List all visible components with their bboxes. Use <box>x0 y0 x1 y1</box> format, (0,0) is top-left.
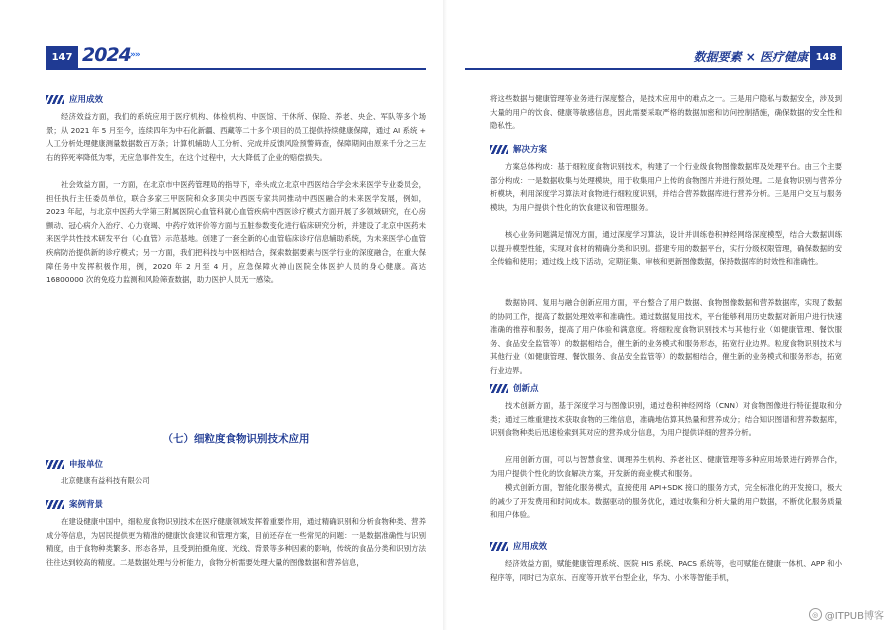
section-label-text: 应用成效 <box>513 542 548 552</box>
section-title: （七）细粒度食物识别技术应用 <box>162 433 310 445</box>
section-label-effect <box>46 93 103 105</box>
applicant-name: 北京健康有益科技有限公司 <box>61 476 150 485</box>
continuation-paragraph: 将这些数据与健康管理等业务进行深度整合，是技术应用中的难点之一。三是用户隐私与数据安全，涉及到大量的用户的饮食、健康等敏感信息，因此需要采取严格的数据加密和访问控制措施，确保数据的安全性和隐私性。 <box>490 94 842 131</box>
watermark-text: @ITPUB博客 <box>824 611 884 622</box>
section-label-applicant <box>46 458 103 470</box>
solution-paragraph-3: 数据协同、复用与融合创新应用方面，平台整合了用户数据、食物图像数据和营养数据库，实现了数据的协同工作，提高了数据处理效率和准确性。通过数据复用技术，平台能够利用历史数据对新用户进行快速准确的推荐和服务，提高了用户体验和满意度。将细粒度食物识别技术与其他行业（如健康管理、餐饮服务、食品安全监管等）的数据相结合，催生新的业务模式和服务形态，拓宽行业边界。粒度食物识别技术与其他行业（如健康管理、餐饮服务、食品安全监管等）的数据相结合，催生新的业务模式和服务形态，拓宽行业边界。 <box>490 298 842 375</box>
solution-paragraph-2: 核心业务问题满足情况方面，通过深度学习算法，设计并训练卷积神经网络深度模型，结合大数据训练以提升模型性能，实现对食材的精确分类和识别。搭建专用的数据平台，实行分级权限管理，确保数据的安全传输和使用；通过线上线下活动，定期征集、审核和更新图像数据，保持数据库的时效性和准确性。 <box>490 230 842 267</box>
stripe-icon <box>490 145 508 154</box>
stripe-icon <box>490 384 508 393</box>
effect-paragraph-1: 经济效益方面，我们的系统应用于医疗机构、体检机构、中医馆、干休所、保险、养老、央企、军队等多个场景；从 2021 年 5 月至今，连续四年为中石化新疆、西藏等二十多个项目的员工提供持续健康保障，通过 AI 系统 + 人工分析处理健康测量数据数百万条；计算机辅助人工分析、完成并反馈风险预警筛查，保障期间由原来千分之三左右的猝死率降低为零，无应急事件发生，在这个过程中，大大降低了企业的赔偿损失。 <box>46 112 426 162</box>
year-logo: 2024 <box>82 44 131 66</box>
effect-paragraph-2: 社会效益方面，一方面，在北京市中医药管理局的指导下，牵头成立北京中西医结合学会未来医学专业委员会，担任执行主任委员单位，联合多家三甲医院和众多顶尖中西医专家共同推动中西医融合的未来医学发展，例如，2023 年起，与北京中医药大学第三附属医院心血管科就心血管疾病中西医诊疗模式方面开展了多领域研究，在心房颤动、冠心病介入治疗、心力衰竭、中药疗效评价等方面与五脏参数变化进行临床研究分析，并建设了北京中医药未来医学共性技术研发平台（心血管）示范基地。创建了一套全新的心血管临床诊疗信息辅助系统，为未来医学心血管疾病防治提供新的诊疗模式；另一方面，我们把科技与中医相结合，探索数据要素与医学行业的深度融合，在重大保障任务中发挥积极作用，例，2020 年 2 月至 4 月，应急保障火神山医院全体医护人员的身心健康。高达 16800000 次的免疫力监测和风险筛查数据，助力医护人员无一感染。 <box>46 180 426 285</box>
header-banner: 数据要素 × 医疗健康 <box>693 50 808 64</box>
right-page <box>445 0 890 630</box>
section-label-text: 案例背景 <box>69 500 104 510</box>
watermark <box>809 607 884 622</box>
chevron-icon: »» <box>130 50 140 60</box>
section-label-text: 解决方案 <box>513 145 548 155</box>
watermark-logo-icon: ◎ <box>809 608 822 621</box>
section-label-innovation <box>490 382 539 394</box>
page-number-right: 148 <box>810 46 842 68</box>
innovation-paragraph-2: 应用创新方面，可以与智慧食堂、调理养生机构、养老社区、健康管理等多种应用场景进行跨界合作，为用户提供个性化的饮食解决方案，开发新的商业模式和服务。 <box>490 455 842 478</box>
innovation-paragraph-1: 技术创新方面，基于深度学习与图像识别，通过卷积神经网络（CNN）对食物图像进行特征提取和分类；通过三维重建技术获取食物的三维信息，准确地估算其热量和营养成分；结合知识图谱和营养数据库，识别食物种类后迅速检索到其对应的营养成分信息，为用户提供详细的营养分析。 <box>490 401 842 438</box>
innovation-paragraph-3: 模式创新方面，智能化服务模式，直接使用 API+SDK 接口的服务方式，完全标准化的开发接口，极大的减少了开发费用和时间成本。数据驱动的服务优化，通过收集和分析大量的用户数据，不断优化服务质量和用户体验。 <box>490 483 842 520</box>
stripe-icon <box>46 95 64 104</box>
solution-paragraph-1: 方案总体构成：基于细粒度食物识别技术，构建了一个行业级食物图像数据库及处理平台。由三个主要部分构成：一是数据收集与处理模块，用于收集用户上传的食物图片并进行预处理。二是食物识别与营养分析模块，利用深度学习算法对食物进行细粒度识别，并结合营养数据库进行营养分析。三是用户交互与服务模块，为用户提供个性化的饮食建议和管理服务。 <box>490 162 842 212</box>
section-label-text: 应用成效 <box>69 95 104 105</box>
section-label-background <box>46 498 103 510</box>
section-label-text: 创新点 <box>513 384 539 394</box>
effect-paragraph-right: 经济效益方面，赋能健康管理系统、医院 HIS 系统、PACS 系统等，也可赋能在健康一体机、APP 和小程序等，同时已为京东、百度等开放平台型企业，华为、小米等智能手机， <box>490 559 842 582</box>
stripe-icon <box>46 460 64 469</box>
page-number-left: 147 <box>46 46 78 68</box>
header-rule-right <box>465 68 842 70</box>
stripe-icon <box>490 542 508 551</box>
section-label-effect-right <box>490 540 547 552</box>
header-rule-left <box>46 68 426 70</box>
section-label-text: 申报单位 <box>69 460 104 470</box>
section-label-solution <box>490 143 547 155</box>
stripe-icon <box>46 500 64 509</box>
background-paragraph: 在建设健康中国中，细粒度食物识别技术在医疗健康领域发挥着重要作用，通过精确识别和分析食物种类、营养成分等信息，为居民提供更为精准的健康饮食建议和管理方案，目前还存在一些常见的问题：一是数据准确性与识别精度，由于食物种类繁多、形态各异，且受到拍摄角度、光线、背景等多种因素的影响，传统的食品分类和识别方法往往达到较高的精度。二是数据处理与分析能力，食物分析需要处理大量的图像数据和营养信息， <box>46 517 426 567</box>
